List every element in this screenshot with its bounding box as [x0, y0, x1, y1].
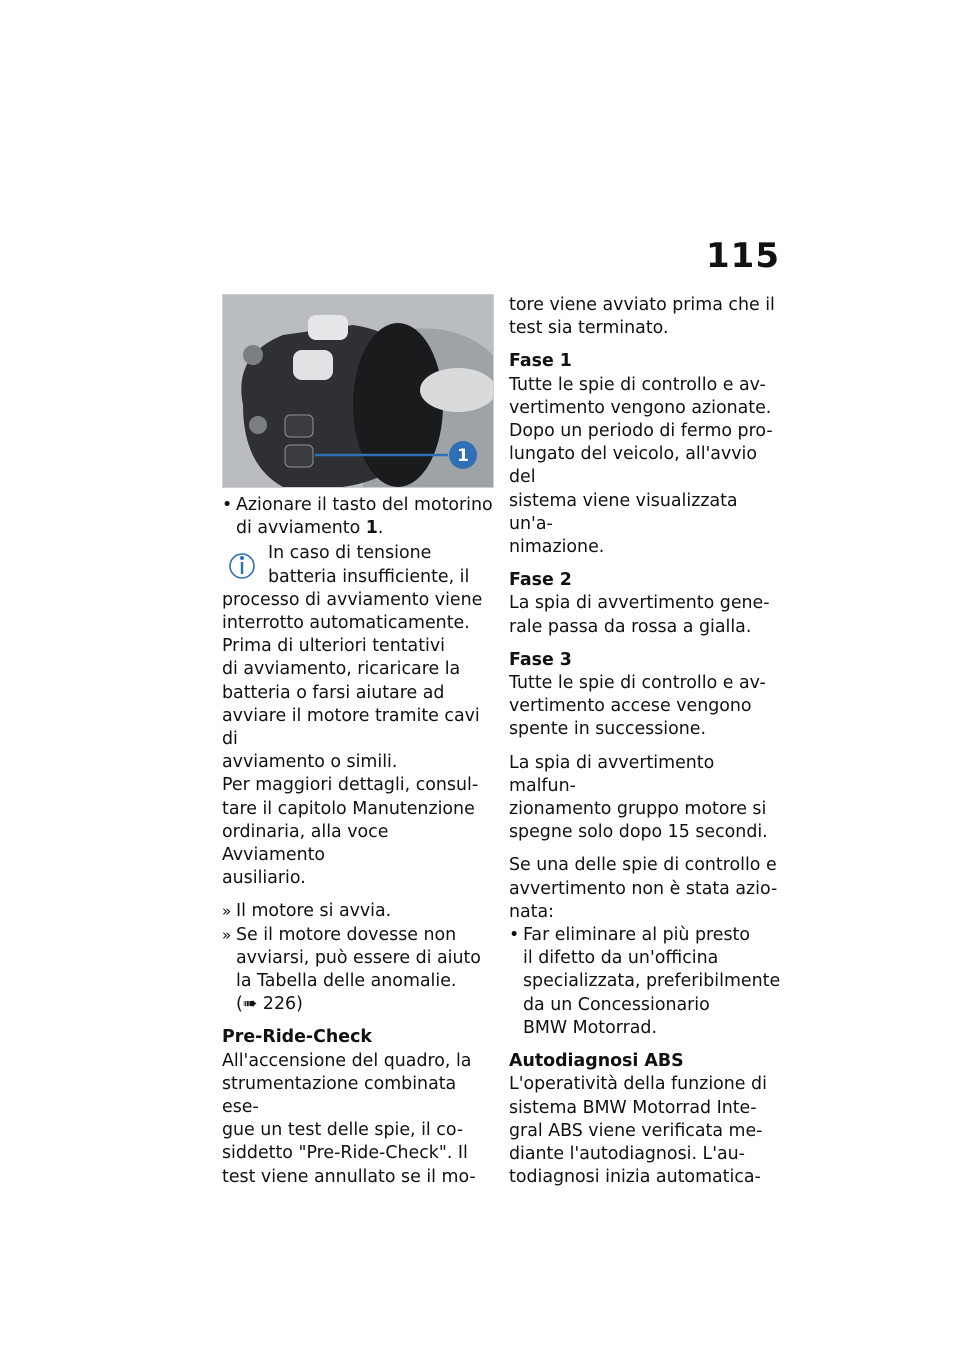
handlebar-switch-photo — [222, 294, 494, 488]
paragraph-line: sistema BMW Motorrad Inte- — [509, 1097, 757, 1118]
handlebar-switch-illustration — [223, 295, 493, 487]
paragraph-line: nimazione. — [509, 537, 605, 558]
note-line: interrotto automaticamente. — [222, 613, 470, 634]
paragraph-line: strumentazione combinata ese- — [222, 1073, 457, 1118]
paragraph-line: zionamento gruppo motore si — [509, 799, 767, 820]
phase-3-heading: Fase 3 — [509, 649, 572, 670]
paragraph-line: diante l'autodiagnosi. L'au- — [509, 1143, 745, 1164]
note-line: tare il capitolo Manutenzione — [222, 798, 475, 819]
action-bullet-line: specializzata, preferibilmente — [523, 971, 781, 992]
action-bullet: • Far eliminare al più presto — [509, 924, 781, 947]
page-number: 115 — [706, 236, 780, 276]
result-line: avviarsi, può essere di aiuto — [236, 947, 481, 968]
note-line: Per maggiori dettagli, consul- — [222, 775, 479, 796]
note-line: di avviamento, ricaricare la — [222, 659, 461, 680]
paragraph-line: test viene annullato se il mo- — [222, 1166, 476, 1187]
paragraph-line: La spia di avvertimento gene- — [509, 593, 770, 614]
left-column — [222, 294, 494, 1189]
action-bullet-line: da un Concessionario — [523, 994, 710, 1015]
figure-callout-1: 1 — [457, 446, 469, 466]
callout-ref: 1 — [365, 518, 378, 539]
paragraph-line: spegne solo dopo 15 secondi. — [509, 822, 768, 843]
page-reference-link[interactable]: (➠ 226) — [236, 994, 303, 1015]
info-icon — [228, 546, 256, 582]
note-line: batteria o farsi aiutare ad — [222, 682, 445, 703]
paragraph-line: gral ABS viene verificata me- — [509, 1120, 763, 1141]
note-line: ordinaria, alla voce Avviamento — [222, 821, 389, 866]
note-line: avviamento o simili. — [222, 752, 398, 773]
paragraph-line: Se una delle spie di controllo e — [509, 855, 777, 876]
result-line: la Tabella delle anomalie. — [236, 971, 457, 992]
paragraph-line: spente in successione. — [509, 719, 706, 740]
note-line: ausiliario. — [222, 868, 306, 889]
paragraph-line: Tutte le spie di controllo e av- — [509, 673, 766, 694]
paragraph-line: tore viene avviato prima che il — [509, 295, 775, 315]
section-heading-abs: Autodiagnosi ABS — [509, 1051, 684, 1072]
paragraph-line: Dopo un periodo di fermo pro- — [509, 421, 773, 442]
note-line: avviare il motore tramite cavi di — [222, 705, 480, 750]
note-line: In caso di tensione — [268, 543, 432, 564]
paragraph-line: nata: — [509, 901, 555, 922]
note-line: Prima di ulteriori tentativi — [222, 636, 445, 657]
paragraph-line: vertimento accese vengono — [509, 696, 752, 717]
paragraph-line: Tutte le spie di controllo e av- — [509, 374, 766, 395]
paragraph-line: La spia di avvertimento malfun- — [509, 752, 715, 796]
paragraph-line: rale passa da rossa a gialla. — [509, 616, 752, 637]
paragraph-line: avvertimento non è stata azio- — [509, 878, 778, 899]
note-line: processo di avviamento viene — [222, 589, 483, 610]
paragraph-line: All'accensione del quadro, la — [222, 1050, 472, 1071]
paragraph-line: L'operatività della funzione di — [509, 1074, 767, 1095]
arrow-right-icon: ➠ — [242, 994, 258, 1015]
paragraph-line: todiagnosi inizia automatica- — [509, 1167, 761, 1188]
paragraph-line: test sia terminato. — [509, 318, 669, 339]
result-line: » Se il motore dovesse non — [222, 924, 494, 947]
action-bullet-line: il difetto da un'officina — [523, 948, 719, 969]
action-bullet-line: BMW Motorrad. — [523, 1017, 657, 1038]
step-bullet: • Azionare il tasto del motorino — [222, 494, 494, 517]
paragraph-line: gue un test delle spie, il co- — [222, 1120, 464, 1141]
phase-2-heading: Fase 2 — [509, 570, 572, 591]
right-column — [509, 294, 781, 1189]
paragraph-line: vertimento vengono azionate. — [509, 397, 772, 418]
section-heading-pre-ride-check: Pre-Ride-Check — [222, 1027, 372, 1048]
result-line: » Il motore si avvia. — [222, 900, 494, 923]
paragraph-line: lungato del veicolo, all'avvio del — [509, 444, 758, 488]
note-line: batteria insufficiente, il — [268, 566, 470, 587]
step-bullet-continued: di avviamento 1. — [236, 518, 384, 539]
paragraph-line: sistema viene visualizzata un'a- — [509, 490, 738, 534]
phase-1-heading: Fase 1 — [509, 351, 572, 372]
paragraph-line: siddetto "Pre-Ride-Check". Il — [222, 1143, 468, 1164]
info-note — [222, 542, 494, 890]
